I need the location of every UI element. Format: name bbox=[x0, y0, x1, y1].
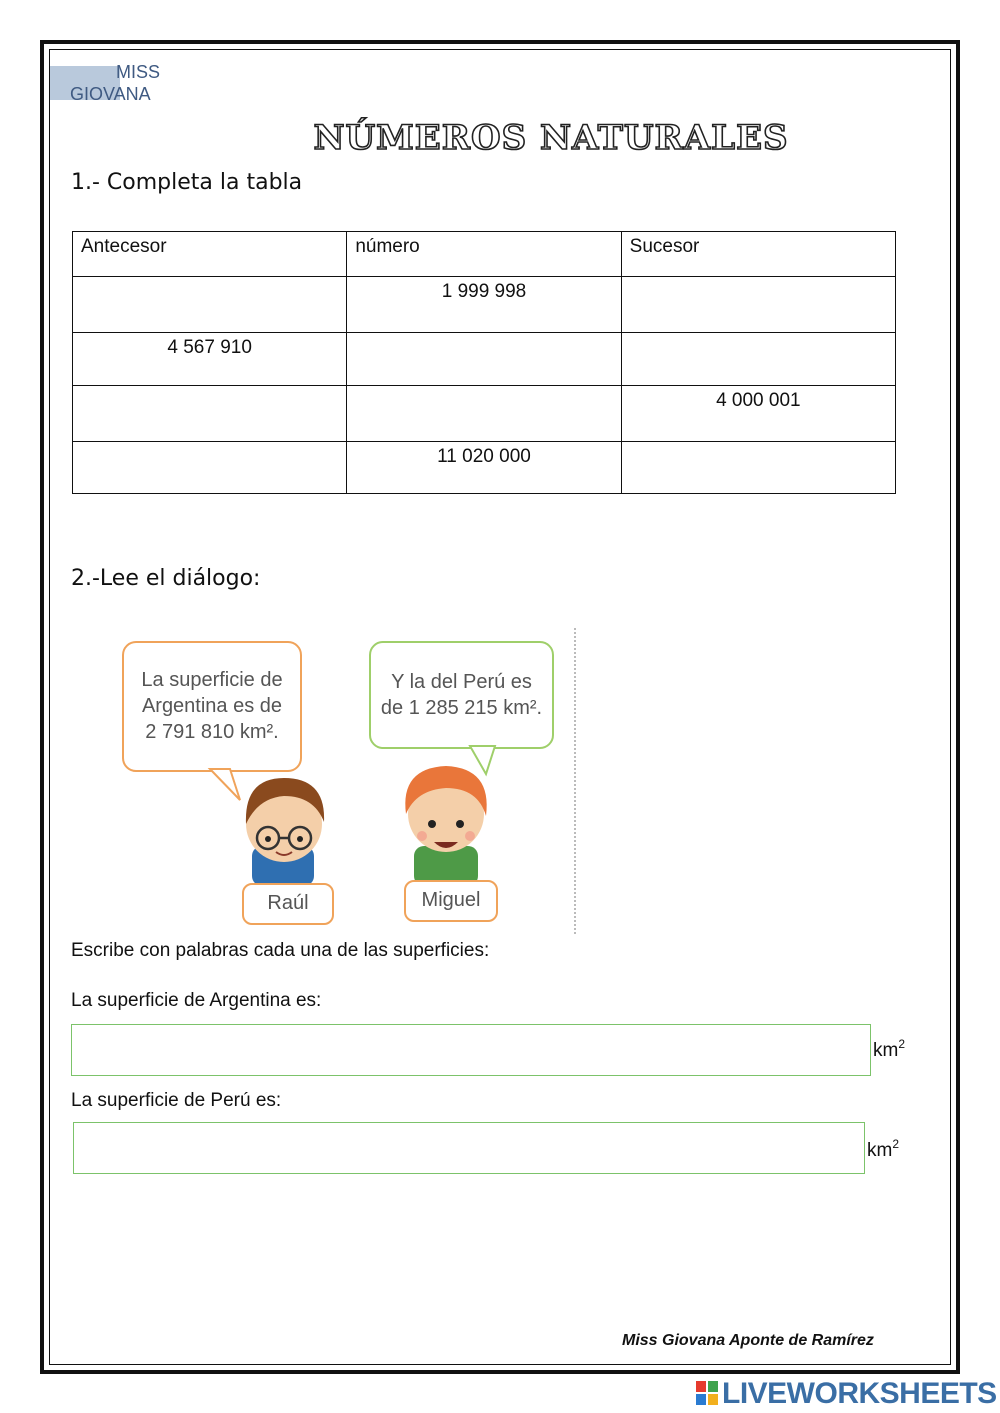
table-row bbox=[73, 442, 896, 494]
number-table bbox=[72, 231, 896, 494]
name-tag-miguel: Miguel bbox=[404, 880, 498, 922]
table-cell[interactable] bbox=[621, 442, 895, 494]
bubble-tail-a bbox=[210, 769, 240, 800]
name-tag-raul: Raúl bbox=[242, 883, 334, 925]
peru-answer-input[interactable] bbox=[73, 1122, 865, 1174]
bubble-a-line-3: 2 791 810 km². bbox=[145, 721, 279, 743]
bubble-a-line-1: La superficie de bbox=[141, 669, 283, 691]
table-row bbox=[73, 277, 896, 333]
argentina-answer-input[interactable] bbox=[71, 1024, 871, 1076]
header-sucesor: Sucesor bbox=[621, 232, 895, 277]
instructions-text: Escribe con palabras cada una de las superficies: bbox=[71, 940, 490, 961]
bubble-a-line-2: Argentina es de bbox=[141, 695, 283, 717]
table-row bbox=[73, 333, 896, 386]
dotted-divider bbox=[574, 628, 576, 934]
miguel-character-icon bbox=[405, 766, 486, 886]
logo bbox=[50, 60, 190, 108]
table-cell[interactable] bbox=[347, 386, 621, 442]
author-footer: Miss Giovana Aponte de Ramírez bbox=[622, 1332, 874, 1349]
unit-exponent: 2 bbox=[898, 1037, 906, 1051]
table-header-row bbox=[73, 232, 896, 277]
argentina-label: La superficie de Argentina es: bbox=[71, 990, 322, 1011]
table-cell[interactable] bbox=[73, 386, 347, 442]
unit-label-peru bbox=[867, 1137, 900, 1162]
unit-exponent: 2 bbox=[892, 1137, 900, 1151]
table-cell: 4 000 001 bbox=[621, 386, 895, 442]
peru-label: La superficie de Perú es: bbox=[71, 1090, 282, 1111]
characters-drawing bbox=[100, 628, 580, 936]
table-row bbox=[73, 386, 896, 442]
dialog-illustration bbox=[100, 628, 580, 936]
brand-text: LIVEWORKSHEETS bbox=[722, 1377, 997, 1410]
page-title: NÚMEROS NATURALES bbox=[313, 118, 789, 158]
bubble-tail-b bbox=[470, 746, 495, 774]
question-1: 1.- Completa la tabla bbox=[71, 170, 303, 195]
table-cell[interactable] bbox=[621, 277, 895, 333]
table-cell: 11 020 000 bbox=[347, 442, 621, 494]
logo-line-2: GIOVANA bbox=[70, 84, 151, 104]
question-2: 2.-Lee el diálogo: bbox=[71, 566, 261, 591]
unit-text: km bbox=[867, 1140, 893, 1161]
unit-label-argentina bbox=[873, 1037, 906, 1062]
header-numero: número bbox=[347, 232, 621, 277]
table-cell[interactable] bbox=[73, 442, 347, 494]
table-cell[interactable] bbox=[621, 333, 895, 386]
table-cell: 4 567 910 bbox=[73, 333, 347, 386]
liveworksheets-logo-icon bbox=[696, 1381, 718, 1405]
unit-text: km bbox=[873, 1040, 899, 1061]
bubble-b-line-1: Y la del Perú es bbox=[391, 671, 532, 693]
logo-line-1: MISS bbox=[116, 62, 161, 82]
table-cell: 1 999 998 bbox=[347, 277, 621, 333]
raul-character-icon bbox=[246, 778, 324, 886]
table-cell[interactable] bbox=[347, 333, 621, 386]
bubble-b-line-2: de 1 285 215 km². bbox=[380, 697, 543, 719]
table-cell[interactable] bbox=[73, 277, 347, 333]
header-antecesor: Antecesor bbox=[73, 232, 347, 277]
